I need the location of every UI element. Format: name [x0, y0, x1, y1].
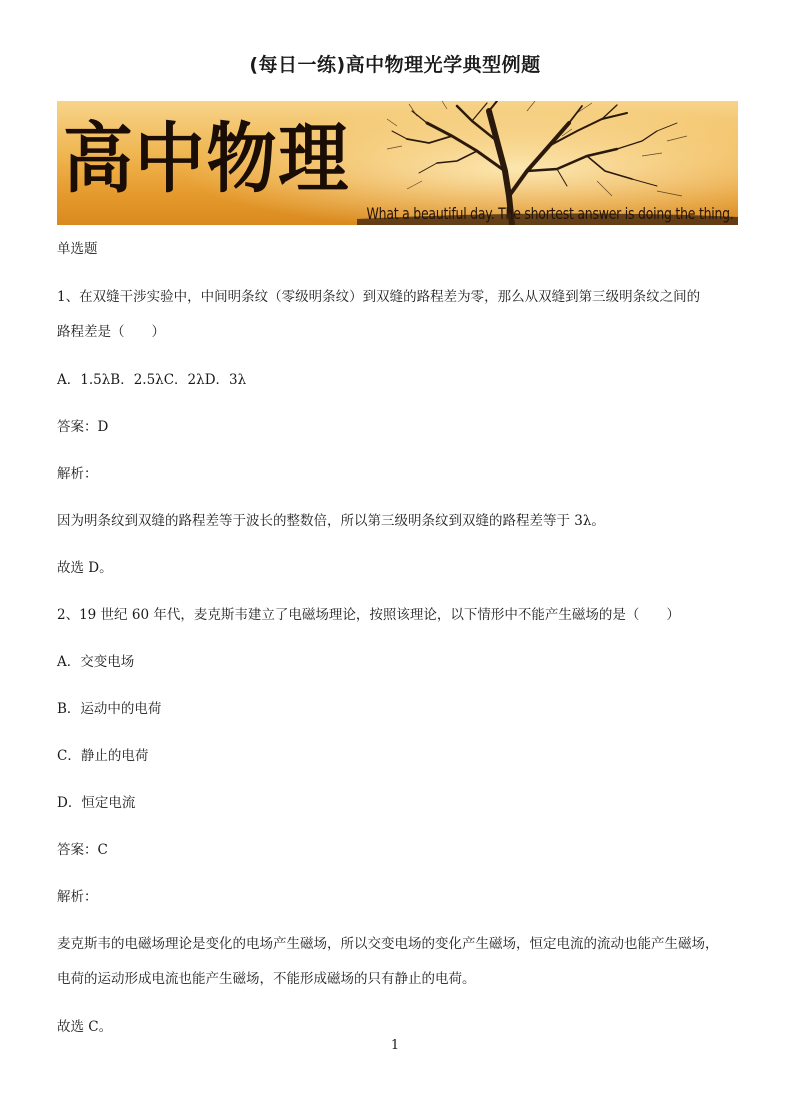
- q2-option-b: B．运动中的电荷: [57, 701, 162, 717]
- q1-answer: 答案：D: [57, 419, 109, 435]
- q1-stem-line1: 1、在双缝干涉实验中，中间明条纹（零级明条纹）到双缝的路程差为零，那么从双缝到第三级明条纹之间的: [57, 289, 701, 305]
- q2-option-a: A．交变电场: [57, 654, 135, 670]
- q2-option-d: D．恒定电流: [57, 795, 136, 811]
- q2-option-c: C．静止的电荷: [57, 748, 149, 764]
- q2-stem: 2、19 世纪 60 年代，麦克斯韦建立了电磁场理论，按照该理论，以下情形中不能产生磁场的是（ ）: [57, 607, 680, 623]
- banner-image: [57, 101, 738, 225]
- banner-heading: 高中物理: [63, 114, 351, 203]
- q2-analysis-label: 解析：: [57, 889, 98, 905]
- q1-options: A．1.5λB．2.5λC．2λD．3λ: [57, 372, 247, 388]
- banner-tagline: What a beautiful day. The shortest answer is doing the thing.: [366, 204, 734, 223]
- q2-conclusion: 故选 C。: [57, 1019, 113, 1035]
- section-label: 单选题: [57, 241, 98, 257]
- page-title: (每日一练)高中物理光学典型例题: [249, 54, 541, 76]
- q1-analysis: 因为明条纹到双缝的路程差等于波长的整数倍，所以第三级明条纹到双缝的路程差等于 3λ。: [57, 513, 605, 529]
- page-number: 1: [390, 1038, 400, 1053]
- q1-conclusion: 故选 D。: [57, 560, 113, 576]
- q2-analysis-line1: 麦克斯韦的电磁场理论是变化的电场产生磁场，所以交变电场的变化产生磁场，恒定电流的流动也能产生磁场，: [57, 936, 719, 952]
- q2-answer: 答案：C: [57, 842, 108, 858]
- q1-analysis-label: 解析：: [57, 466, 98, 482]
- q2-analysis-line2: 电荷的运动形成电流也能产生磁场，不能形成磁场的只有静止的电荷。: [57, 971, 476, 987]
- q1-stem-line2: 路程差是（ ）: [57, 324, 165, 340]
